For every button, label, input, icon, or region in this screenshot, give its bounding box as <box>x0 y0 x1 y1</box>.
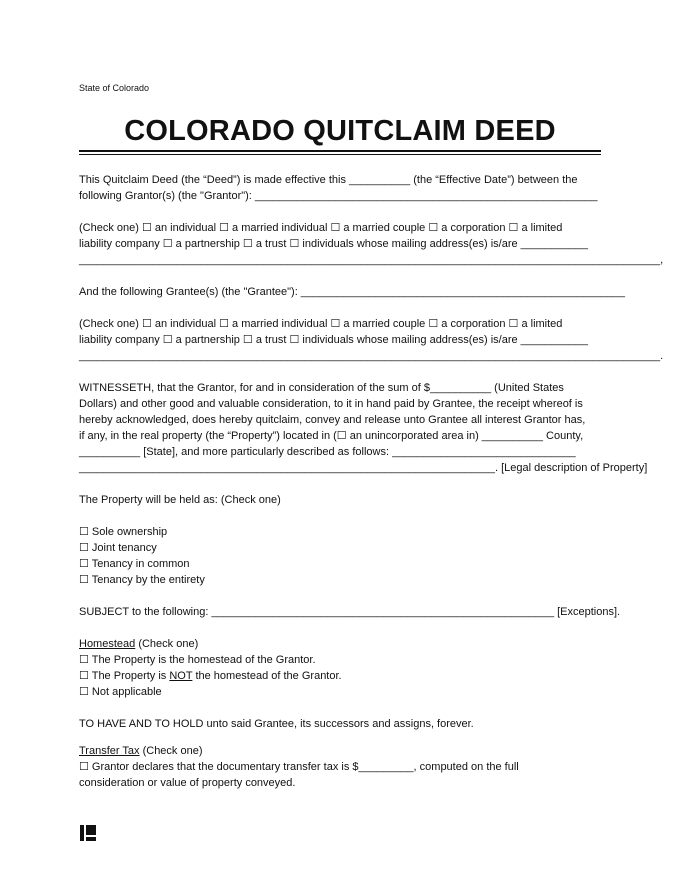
legal-templates-logo-icon <box>80 825 96 841</box>
homestead-heading-line <box>79 636 601 652</box>
homestead-section <box>79 636 601 700</box>
grantee-type-line: (Check one) ☐ an individual ☐ a married individual ☐ a married couple ☐ a corporation ☐ a limited <box>79 318 563 330</box>
homestead-option[interactable] <box>79 668 601 684</box>
grantee-type-paragraph <box>79 316 664 364</box>
homestead-option-post: the homestead of the Grantor. <box>192 670 342 682</box>
witnesseth-line: hereby acknowledged, does hereby quitclaim, convey and release unto Grantee all interest Grantor has, <box>79 414 586 426</box>
homestead-option-not: NOT <box>169 670 193 682</box>
subject-line: SUBJECT to the following: ________________________________________________________ [Exceptions]. <box>79 606 621 618</box>
held-as-option[interactable]: ☐ Joint tenancy <box>79 542 157 554</box>
homestead-heading: Homestead <box>79 638 136 650</box>
witnesseth-line: ____________________________________________________________________. [Legal description of Property] <box>79 462 648 474</box>
grantee-type-line: liability company ☐ a partnership ☐ a trust ☐ individuals whose mailing address(es) is/are ___________ <box>79 334 588 346</box>
homestead-option-pre: ☐ The Property is <box>79 670 170 682</box>
document-title: COLORADO QUITCLAIM DEED <box>124 115 556 147</box>
held-as-option[interactable]: ☐ Tenancy by the entirety <box>79 574 205 586</box>
grantee-paragraph <box>79 284 626 300</box>
transfer-tax-line: consideration or value of property conveyed. <box>79 777 296 789</box>
title-divider <box>79 150 601 155</box>
homestead-option[interactable]: ☐ The Property is the homestead of the Grantor. <box>79 654 316 666</box>
witnesseth-paragraph <box>79 380 648 476</box>
grantor-type-line: _______________________________________________________________________________________________, <box>79 254 664 266</box>
witnesseth-line: if any, in the real property (the “Property”) located in (☐ an unincorporated area in) __________ County, <box>79 430 584 442</box>
witnesseth-line: Dollars) and other good and valuable consideration, to it in hand paid by Grantee, the receipt whereof is <box>79 398 583 410</box>
intro-line: This Quitclaim Deed (the “Deed”) is made effective this __________ (the “Effective Date”) between the <box>79 174 578 186</box>
grantee-type-line: _______________________________________________________________________________________________. <box>79 350 664 362</box>
grantor-type-line: liability company ☐ a partnership ☐ a trust ☐ individuals whose mailing address(es) is/are ___________ <box>79 238 588 250</box>
transfer-tax-section <box>79 743 601 791</box>
transfer-tax-option[interactable]: ☐ Grantor declares that the documentary transfer tax is $_________, computed on the full <box>79 761 519 773</box>
held-as-label: The Property will be held as: (Check one) <box>79 494 281 506</box>
grantor-type-line: (Check one) ☐ an individual ☐ a married individual ☐ a married couple ☐ a corporation ☐ a limited <box>79 222 563 234</box>
held-as-option[interactable]: ☐ Sole ownership <box>79 526 168 538</box>
homestead-heading-suffix: (Check one) <box>135 638 199 650</box>
held-as-options <box>79 524 601 588</box>
homestead-option[interactable]: ☐ Not applicable <box>79 686 162 698</box>
intro-line: following Grantor(s) (the "Grantor"): ________________________________________________________ <box>79 190 598 202</box>
state-label: State of Colorado <box>79 83 150 93</box>
habendum-line: TO HAVE AND TO HOLD unto said Grantee, its successors and assigns, forever. <box>79 718 474 730</box>
transfer-tax-heading-suffix: (Check one) <box>139 745 203 757</box>
grantor-type-paragraph <box>79 220 664 268</box>
witnesseth-line: WITNESSETH, that the Grantor, for and in consideration of the sum of $__________ (United States <box>79 382 564 394</box>
grantee-line: And the following Grantee(s) (the "Grantee"): _____________________________________________________ <box>79 286 626 298</box>
transfer-tax-heading-line <box>79 743 601 759</box>
witnesseth-line: __________ [State], and more particularly described as follows: ______________________________ <box>79 446 576 458</box>
intro-paragraph <box>79 172 601 204</box>
transfer-tax-heading: Transfer Tax <box>79 745 140 757</box>
held-as-option[interactable]: ☐ Tenancy in common <box>79 558 190 570</box>
